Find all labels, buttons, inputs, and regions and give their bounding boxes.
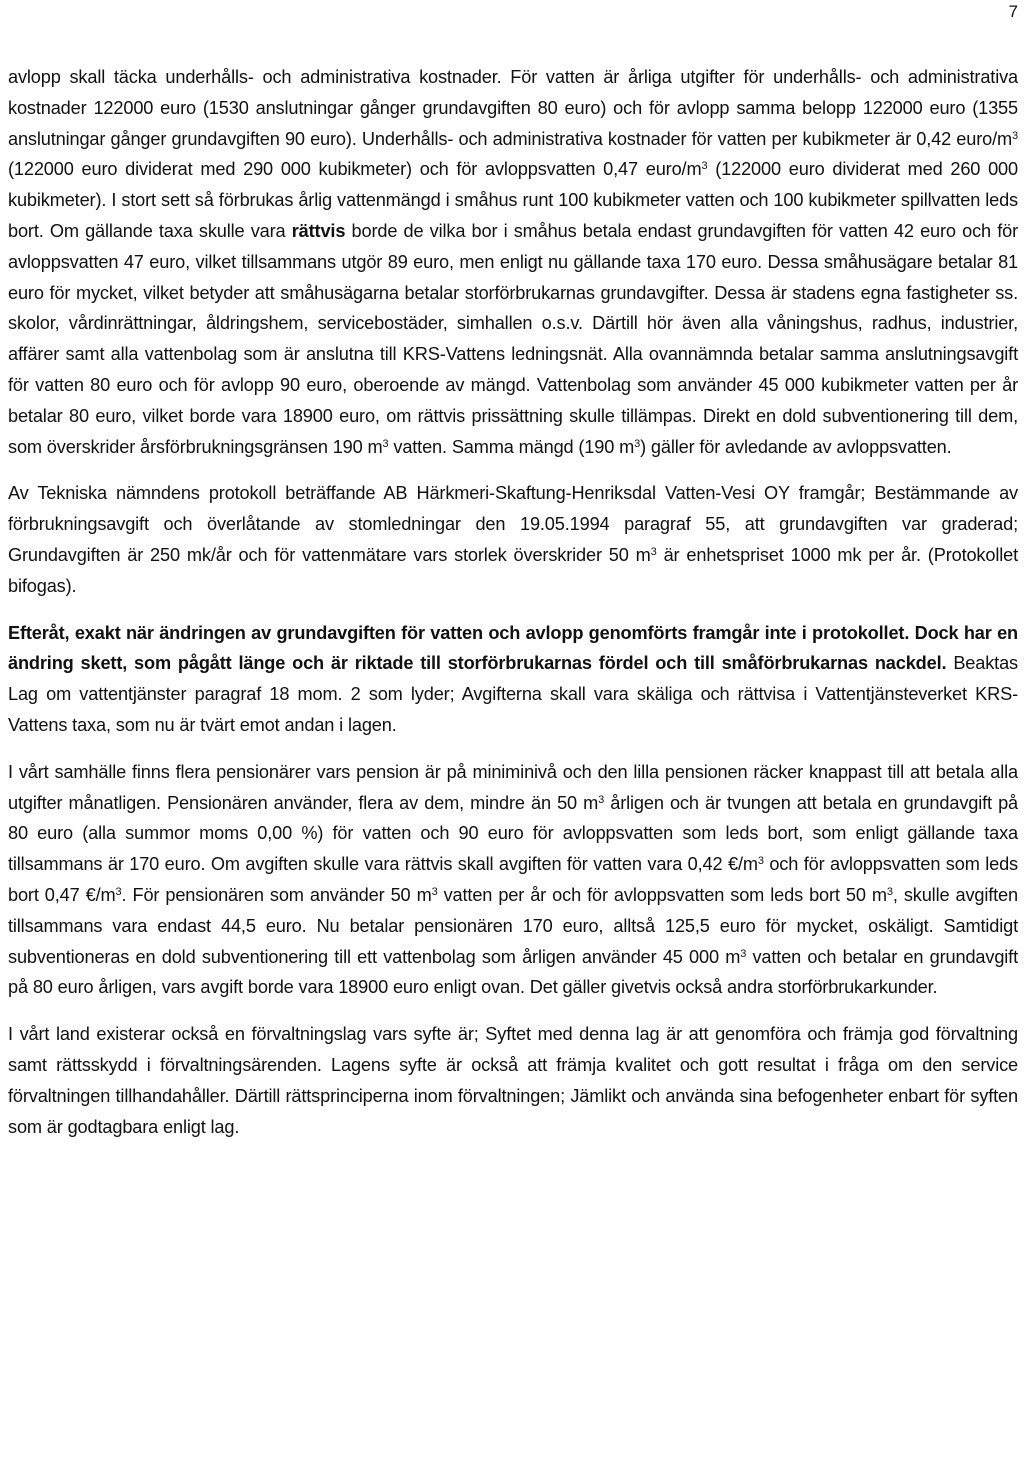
text-segment: och för avloppsvatten som leds bort 0,47 €/m [8,854,1018,905]
text-segment: , skulle avgiften tillsammans vara endast 44,5 euro. Nu betalar pensionären 170 euro, alltså 125,5 euro för mycket, oskäligt. Samtidigt subventioneras en dold subventionering till ett vattenbolag som årligen använder 45 000 m [8,884,1018,967]
superscript-exponent: 3 [650,545,657,558]
paragraph-water-fee-breakdown [8,62,1018,462]
bold-text-segment: rättvis [291,220,346,241]
text-segment: avlopp skall täcka underhålls- och administrativa kostnader. För vatten är årliga utgifter för underhålls- och administrativa kostnader 122000 euro (1530 anslutningar gånger grundavgiften 80 euro) och för avlopp samma belopp 122000 euro (1355 anslutningar gånger grundavgiften 90 euro). Underhålls- och administrativa kostnader för vatten per kubikmeter är 0,42 euro/m [8,67,1018,149]
text-segment: vatten och betalar en grundavgift på 80 euro årligen, vars avgift borde vara 18900 euro enligt ovan. Det gäller givetvis också andra storförbrukarkunder. [8,946,1018,998]
superscript-exponent: 3 [757,855,764,868]
superscript-exponent: 3 [1012,129,1018,142]
paragraph-technical-board-protocol [8,478,1018,601]
superscript-exponent: 3 [431,885,438,898]
superscript-exponent: 3 [634,437,641,450]
paragraph-administrative-law [8,1019,1018,1142]
superscript-exponent: 3 [115,885,122,898]
paragraph-fee-change [8,618,1018,741]
text-segment: borde de vilka bor i småhus betala endast grundavgiften för vatten 42 euro och för avloppsvatten 47 euro, vilket tillsammans utgör 89 euro, men enligt nu gällande taxa 170 euro. Dessa småhusägare betalar 81 euro för mycket, vilket betyder att småhusägarna betalar storförbrukarnas grundavgifter. Dessa är stadens egna fastigheter ss. skolor, vårdinrättningar, åldringshem, servicebostäder, simhallen o.s.v. Därtill hör även alla våningshus, radhus, industrier, affärer samt alla vattenbolag som är anslutna till KRS-Vattens ledningsnät. Alla ovannämnda betalar samma anslutningsavgift för vatten 80 euro och för avlopp 90 euro, oberoende av mängd. Vattenbolag som använder 45 000 kubikmeter vatten per år betalar 80 euro, vilket borde vara 18900 euro, om rättvis prissättning skulle tillämpas. Direkt en dold subventionering till dem, som överskrider årsförbrukningsgränsen 190 m [8,220,1018,457]
superscript-exponent: 3 [740,947,747,960]
text-segment: Av Tekniska nämndens protokoll beträffande AB Härkmeri-Skaftung-Henriksdal Vatten-Vesi OY framgår; Bestämmande av förbrukningsavgift och överlåtande av stomledningar den 19.05.1994 paragraf 55, att grundavgiften var graderad; Grundavgiften är 250 mk/år och för vattenmätare vars storlek överskrider 50 m [8,483,1018,565]
bold-text-segment: Efteråt, exakt när ändringen av grundavgiften för vatten och avlopp genomförts framgår inte i protokollet. Dock har en ändring skett, som pågått länge och är riktade till storförbrukarnas fördel och till småförbrukarnas nackdel. [8,622,1018,674]
text-segment: årligen och är tvungen att betala en grundavgift på 80 euro (alla summor moms 0,00 %) för vatten och 90 euro för avloppsvatten som leds bort, som enligt gällande taxa tillsammans är 170 euro. Om avgiften skulle vara rättvis skall avgiften för vatten vara 0,42 €/m [8,792,1018,875]
document-body [8,62,1018,1158]
superscript-exponent: 3 [598,793,605,806]
text-segment: I vårt samhälle finns flera pensionärer vars pension är på miniminivå och den lilla pensionen räcker knappast till att betala alla utgifter månatligen. Pensionären använder, flera av dem, mindre än 50 m [8,761,1018,813]
paragraph-pensioners [8,757,1018,1003]
text-segment: (122000 euro dividerat med 290 000 kubikmeter) och för avloppsvatten 0,47 euro/m [8,159,702,180]
text-segment: Beaktas Lag om vattentjänster paragraf 18 mom. 2 som lyder; Avgifterna skall vara skäliga och rättvisa i Vattentjänsteverket KRS-Vattens taxa, som nu är tvärt emot andan i lagen. [8,653,1018,735]
page-number: 7 [1008,2,1018,21]
text-segment: vatten. Samma mängd (190 m [388,436,635,457]
text-segment: ) gäller för avledande av avloppsvatten. [640,436,952,457]
text-segment: (122000 euro dividerat med 260 000 kubikmeter). I stort sett så förbrukas årlig vattenmängd i småhus runt 100 kubikmeter vatten och 100 kubikmeter spillvatten leds bort. Om gällande taxa skulle vara [8,159,1018,241]
text-segment: vatten per år och för avloppsvatten som leds bort 50 m [437,884,887,905]
text-segment: . För pensionären som använder 50 m [121,884,432,905]
superscript-exponent: 3 [701,160,708,173]
text-segment: I vårt land existerar också en förvaltningslag vars syfte är; Syftet med denna lag är att genomföra och främja god förvaltning samt rättsskydd i förvaltningsärenden. Lagens syfte är också att främja kvalitet och gott resultat i fråga om den service förvaltningen tillhandahåller. Därtill rättsprinciperna inom förvaltningen; Jämlikt och använda sina befogenheter enbart för syften som är godtagbara enligt lag. [8,1024,1018,1137]
superscript-exponent: 3 [382,437,389,450]
superscript-exponent: 3 [886,885,893,898]
text-segment: är enhetspriset 1000 mk per år. (Protokollet bifogas). [8,544,1018,596]
